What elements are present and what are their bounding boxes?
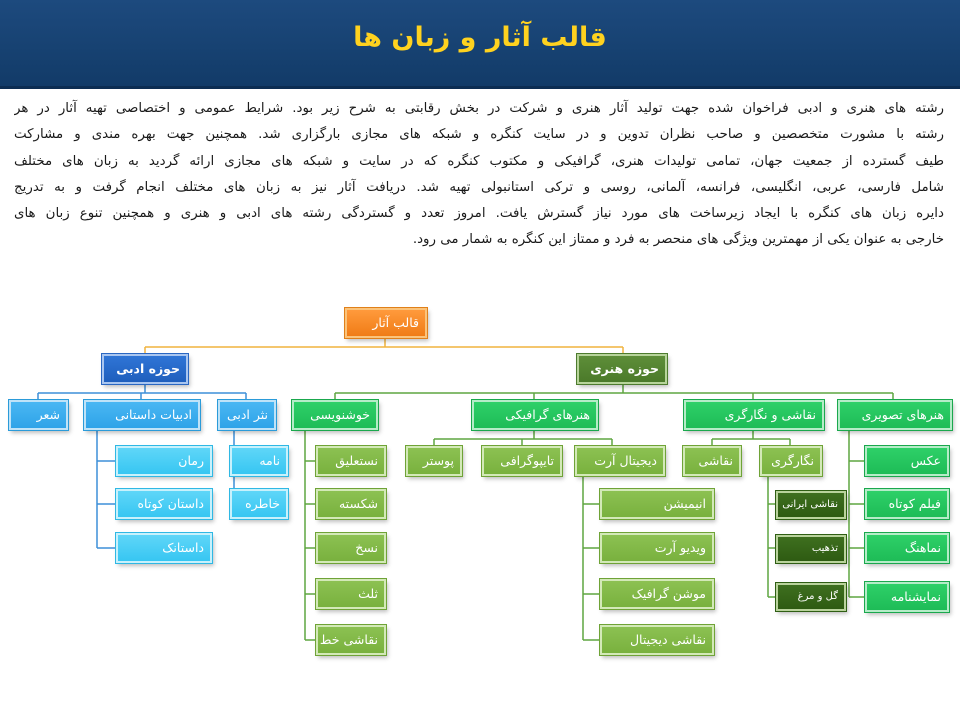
- intro-line: رشته های هنری و ادبی فراخوان شده جهت تولید آثار هنری و شرکت در بخش رقابتی به شرح زیر بود. شرایط عمومی و اختصاصی تهیه آثار در هر: [14, 101, 944, 116]
- node-graphic-arts: هنرهای گرافیکی: [472, 400, 598, 430]
- node-illumination: تذهیب: [776, 535, 846, 563]
- intro-line: رشته با مشورت متخصصین و صاحب نظران تدوین و در سایت کنگره و شبکه های مجازی بارگزاری شد. همچنین جهت بهره مندی و مشارکت: [14, 127, 944, 143]
- page-title: قالب آثار و زبان ها: [353, 22, 607, 53]
- node-calligraphy: خوشنویسی: [292, 400, 378, 430]
- intro-line: دایره زبان های کنگره با ایجاد زیرساخت های مورد نیاز گسترش یافت. امروز تعدد و گستردگی رشته های ادبی و هنری و همچنین تنوع زبان های: [14, 206, 944, 222]
- node-poetry: شعر: [9, 400, 68, 430]
- page-header: [0, 0, 960, 89]
- node-digital-art: دیجیتال آرت: [575, 446, 665, 476]
- node-literary: حوزه ادبی: [102, 354, 188, 384]
- intro-line: طیف گسترده از جمعیت جهان، تمامی تولیدات هنری، گرافیکی و مکتوب کنگره که در سایت و شبکه های مجازی ارائه گردید به زبان های مختلف: [14, 153, 944, 169]
- node-persian-painting: نقاشی ایرانی: [776, 491, 846, 519]
- node-art: حوزه هنری: [577, 354, 667, 384]
- node-photo: عکس: [865, 446, 949, 476]
- node-visual-arts: هنرهای تصویری: [838, 400, 952, 430]
- node-thuluth: ثلث: [316, 579, 386, 609]
- node-screenplay: نمایشنامه: [865, 582, 949, 612]
- node-miniature: نگارگری: [760, 446, 822, 476]
- node-nastaliq: نستعلیق: [316, 446, 386, 476]
- node-flower-bird: گل و مرغ: [776, 583, 846, 611]
- node-music-video: نماهنگ: [865, 533, 949, 563]
- node-short-film: فیلم کوتاه: [865, 489, 949, 519]
- node-fiction: ادبیات داستانی: [84, 400, 200, 430]
- intro-line: شامل فارسی، عربی، انگلیسی، فرانسه، آلمانی، روسی و ترکی استانبولی تهیه شد. دریافت آثار نیز به زبان های مختلف انجام گرفت و به تدریج: [14, 179, 944, 195]
- node-calligraphy-painting: نقاشی خط: [316, 625, 386, 655]
- node-painting-miniature: نقاشی و نگارگری: [684, 400, 824, 430]
- node-animation: انیمیشن: [600, 489, 714, 519]
- node-poster: پوستر: [406, 446, 462, 476]
- node-typography: تایپوگرافی: [482, 446, 562, 476]
- intro-paragraph: [14, 96, 944, 254]
- node-short-story: داستان کوتاه: [116, 489, 212, 519]
- node-shekasteh: شکسته: [316, 489, 386, 519]
- node-novel: رمان: [116, 446, 212, 476]
- intro-line: خارجی به عنوان یکی از مهمترین ویژگی های منحصر به فرد و ممتاز این کنگره به شمار می رود.: [412, 232, 944, 248]
- node-prose: نثر ادبی: [218, 400, 276, 430]
- node-motion-graphics: موشن گرافیک: [600, 579, 714, 609]
- node-video-art: ویدیو آرت: [600, 533, 714, 563]
- node-flash-fiction: داستانک: [116, 533, 212, 563]
- node-painting: نقاشی: [683, 446, 741, 476]
- node-memoir: خاطره: [230, 489, 288, 519]
- node-naskh: نسخ: [316, 533, 386, 563]
- node-root: قالب آثار: [345, 308, 427, 338]
- node-digital-painting: نقاشی دیجیتال: [600, 625, 714, 655]
- node-letter: نامه: [230, 446, 288, 476]
